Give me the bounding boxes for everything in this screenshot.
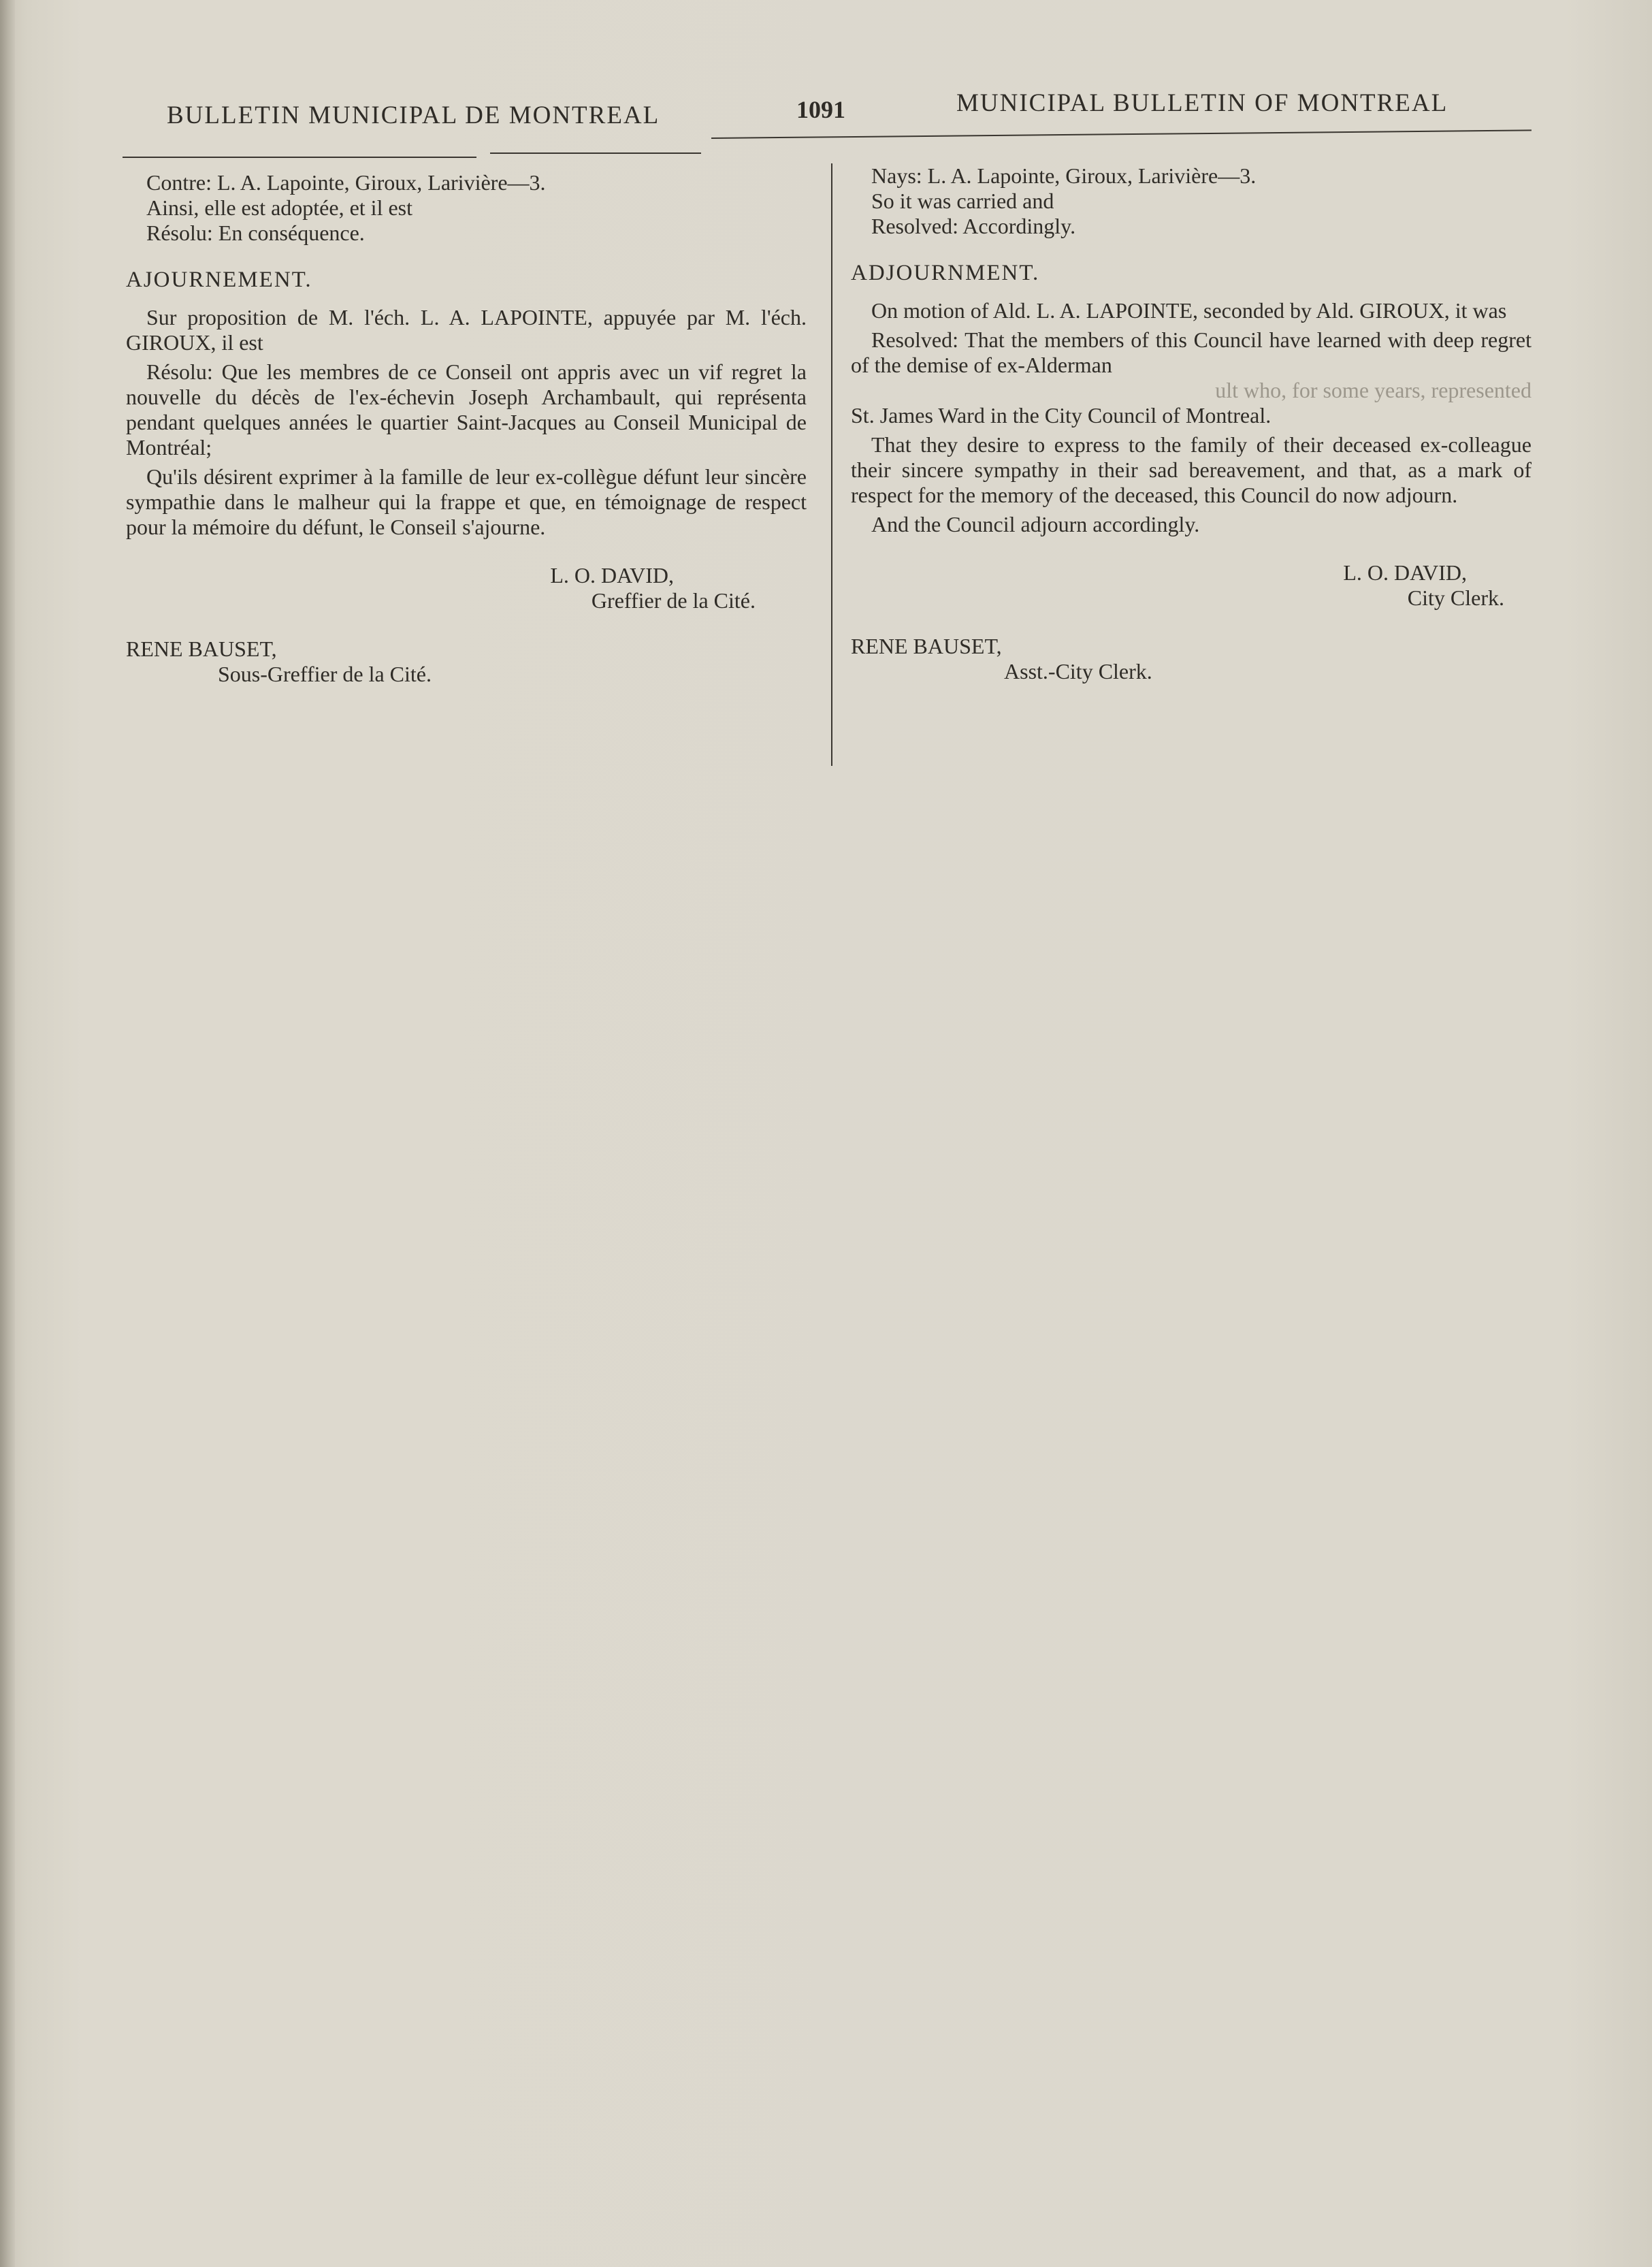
header-rule-left: [123, 157, 476, 158]
clerk-title: City Clerk.: [1407, 585, 1504, 610]
vote-against: Contre: L. A. Lapointe, Giroux, Larivière—3.: [146, 170, 546, 195]
resolution-paragraph-end: St. James Ward in the City Council of Montreal.: [851, 403, 1272, 428]
header-rule-middle: [490, 152, 701, 154]
clerk-name: L. O. DAVID,: [1343, 560, 1467, 585]
running-head-french: BULLETIN MUNICIPAL DE MONTREAL: [167, 101, 660, 129]
header-rule-right: [711, 129, 1532, 139]
english-column: [851, 163, 1532, 684]
assistant-clerk-title: Sous-Greffier de la Cité.: [218, 662, 432, 686]
vote-against: Nays: L. A. Lapointe, Giroux, Larivière—3.: [871, 163, 1257, 188]
condolence-paragraph: Qu'ils désirent exprimer à la famille de leur ex-collègue défunt leur sincère sympathie dans le malheur qui la frappe et que, en témoignage de respect pour la mémoire du défunt, le Conseil s'ajourne.: [126, 464, 807, 539]
clerk-name: L. O. DAVID,: [550, 563, 674, 588]
section-heading: AJOURNEMENT.: [126, 268, 312, 292]
section-heading: ADJOURNMENT.: [851, 261, 1040, 285]
resolved-line: Résolu: En conséquence.: [146, 221, 365, 245]
resolution-paragraph-faded-line: ult who, for some years, represented: [1215, 378, 1532, 402]
french-column: [126, 170, 807, 687]
resolved-line: Resolved: Accordingly.: [871, 214, 1076, 238]
column-divider: [831, 163, 832, 766]
page-number: 1091: [796, 96, 845, 123]
assistant-clerk-title: Asst.-City Clerk.: [1004, 659, 1152, 684]
resolution-paragraph-start: Resolved: That the members of this Council have learned with deep regret of the demise of ex-Alderman: [851, 327, 1532, 377]
motion-paragraph: Sur proposition de M. l'éch. L. A. LAPOINTE, appuyée par M. l'éch. GIROUX, il est: [126, 305, 807, 355]
assistant-clerk-name: RENE BAUSET,: [126, 637, 277, 661]
condolence-paragraph: That they desire to express to the family of their deceased ex-colleague their sincere sympathy in their sad bereavement, and that, as a mark of respect for the memory of the deceased, this Council do now adjourn.: [851, 432, 1532, 507]
resolution-paragraph: Résolu: Que les membres de ce Conseil ont appris avec un vif regret la nouvelle du décès de l'ex-échevin Joseph Archambault, qui représenta pendant quelques années le quartier Saint-Jacques au Conseil Municipal de Montréal;: [126, 359, 807, 460]
adopted-line: Ainsi, elle est adoptée, et il est: [146, 195, 412, 220]
carried-line: So it was carried and: [871, 189, 1054, 213]
clerk-title: Greffier de la Cité.: [591, 588, 756, 613]
motion-paragraph: On motion of Ald. L. A. LAPOINTE, seconded by Ald. GIROUX, it was: [871, 298, 1507, 323]
assistant-clerk-name: RENE BAUSET,: [851, 634, 1002, 658]
running-head-english: MUNICIPAL BULLETIN OF MONTREAL: [956, 89, 1448, 117]
page-binding-edge: [0, 0, 15, 2267]
closing-line: And the Council adjourn accordingly.: [871, 512, 1200, 536]
